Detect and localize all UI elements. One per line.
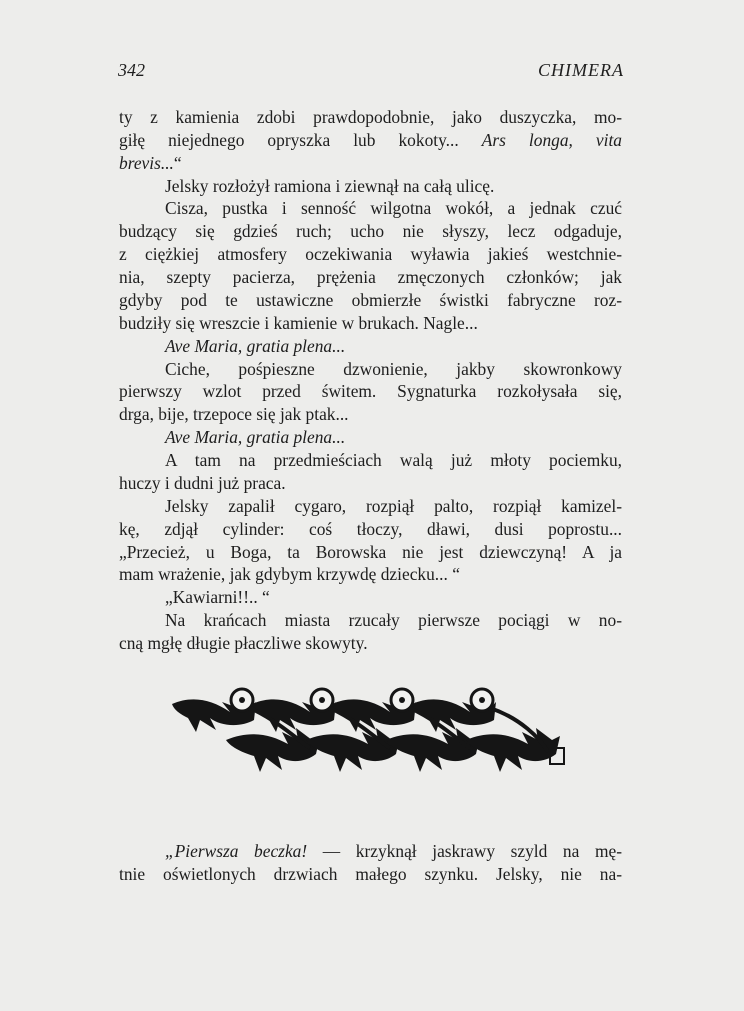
- text-line: [119, 175, 622, 197]
- italic-text: brevis...: [119, 152, 174, 173]
- text-segment: cną mgłę długie płaczliwe skowyty.: [119, 633, 368, 653]
- text-line: [119, 197, 622, 219]
- text-segment: giłę niejednego opryszka lub kokoty...: [119, 129, 482, 150]
- text-segment: pierwszy wzlot przed świtem. Sygnaturka rozkołysała się,: [119, 381, 622, 402]
- text-segment: A tam na przedmieściach walą już młoty pociemku,: [165, 450, 622, 471]
- text-line: [119, 495, 622, 517]
- text-segment: budzący się gdzieś ruch; ucho nie słyszy, lecz odgaduje,: [119, 221, 622, 242]
- text-line: [119, 129, 622, 151]
- running-title: CHIMERA: [538, 60, 624, 80]
- text-segment: nia, szepty pacierza, prężenia zmęczonych członków; jak: [119, 267, 622, 288]
- text-segment: „Kawiarni!!.. “: [165, 587, 270, 608]
- text-line: [119, 518, 622, 540]
- text-segment: — krzyknął jaskrawy szyld na mę-: [322, 841, 622, 861]
- text-line: [119, 449, 622, 471]
- text-segment: Cisza, pustka i senność wilgotna wokół, a jednak czuć: [165, 198, 622, 219]
- text-line: [119, 541, 622, 563]
- floral-ornament: [170, 682, 570, 787]
- text-line: [119, 403, 622, 425]
- text-segment: z ciężkiej atmosfery oczekiwania wyławia jakieś westchnie-: [119, 244, 622, 265]
- text-segment: kę, zdjął cylinder: coś tłoczy, dławi, dusi poprostu...: [119, 518, 622, 539]
- text-segment: “: [173, 152, 182, 173]
- text-segment: ty z kamienia zdobi prawdopodobnie, jako duszyczka, mo-: [119, 107, 622, 127]
- text-line: [119, 312, 622, 334]
- italic-text: Ave Maria, gratia plena...: [165, 427, 346, 448]
- italic-text: „Pierwsza beczka!: [165, 841, 323, 861]
- text-line: [119, 563, 622, 585]
- text-segment: budziły się wreszcie i kamienie w brukach. Nagle...: [119, 312, 478, 333]
- text-line: [119, 426, 622, 448]
- text-segment: Ciche, pośpieszne dzwonienie, jakby skowronkowy: [165, 358, 622, 379]
- text-line: [119, 106, 622, 128]
- text-line: [119, 152, 622, 174]
- text-segment: drga, bije, trzepoce się jak ptak...: [119, 404, 349, 425]
- text-segment: Jelsky rozłożył ramiona i ziewnął na całą ulicę.: [165, 175, 495, 196]
- text-line: [119, 243, 622, 265]
- text-segment: tnie oświetlonych drzwiach małego szynku. Jelsky, nie na-: [119, 863, 622, 884]
- text-line: [119, 632, 622, 654]
- italic-text: Ars longa, vita: [481, 129, 622, 150]
- text-line: [119, 472, 622, 494]
- text-segment: mam wrażenie, jak gdybym krzywdę dziecku... “: [119, 564, 460, 585]
- page-number: 342: [118, 60, 145, 80]
- italic-text: Ave Maria, gratia plena...: [165, 335, 346, 356]
- text-segment: Na krańcach miasta rzucały pierwsze pociągi w no-: [165, 610, 622, 631]
- text-segment: gdyby pod te ustawiczne obmierzłe świstki fabryczne roz-: [119, 289, 622, 310]
- text-line: [119, 586, 622, 608]
- text-line: [119, 266, 622, 288]
- text-segment: Jelsky zapalił cygaro, rozpiął palto, rozpiął kamizel-: [165, 495, 622, 516]
- text-line: [119, 380, 622, 402]
- text-line: [119, 220, 622, 242]
- text-segment: „Przecież, u Boga, ta Borowska nie jest dziewczyną! A ja: [119, 541, 622, 562]
- text-line: [119, 609, 622, 631]
- text-line: [119, 289, 622, 311]
- text-line: [119, 358, 622, 380]
- text-line: [119, 335, 622, 357]
- text-line: [119, 840, 622, 862]
- text-line: [119, 863, 622, 885]
- text-segment: huczy i dudni już praca.: [119, 472, 286, 493]
